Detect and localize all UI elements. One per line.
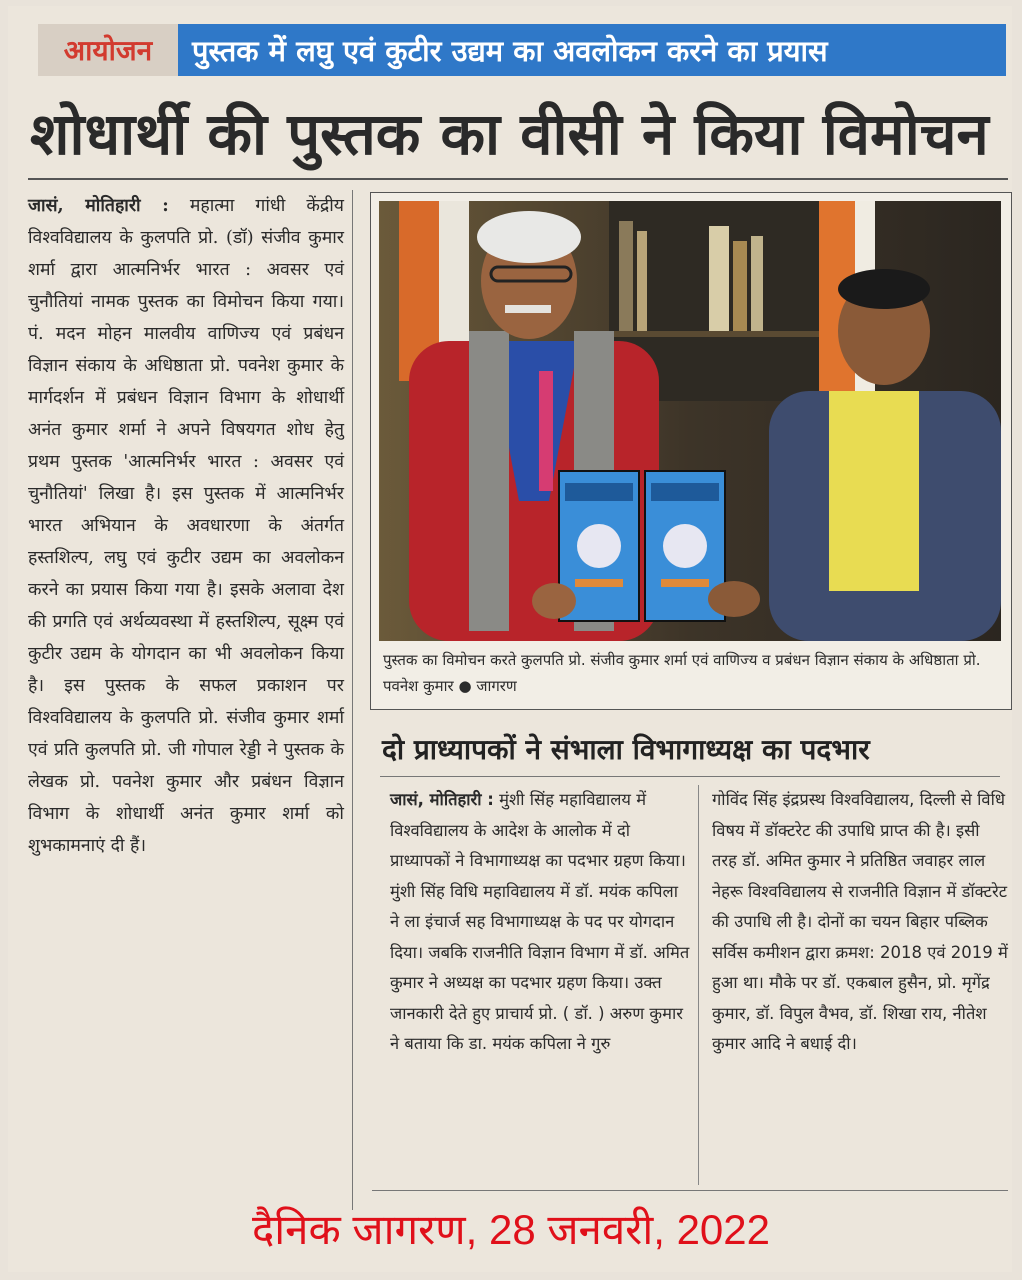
bottom-divider — [372, 1190, 1008, 1191]
second-article-column-1 — [390, 785, 690, 1060]
book-release-photo — [379, 201, 1001, 641]
photo-caption — [383, 647, 999, 699]
second-article-col1-text: मुंशी सिंह महाविद्यालय में विश्वविद्यालय के आदेश के आलोक में दो प्राध्यापकों ने विभागाध्यक्ष का पदभार ग्रहण किया। मुंशी सिंह विधि महाविद्यालय में डॉ. मयंक कपिला ने ला इंचार्ज सह विभागाध्यक्ष के पद पर योगदान दिया। जबकि राजनीति विज्ञान विभाग में डॉ. अमित कुमार ने अध्यक्ष का पदभार ग्रहण किया। उक्त जानकारी देते हुए प्राचार्य प्रो. ( डॉ. ) अरुण कुमार ने बताया कि डा. मयंक कपिला ने गुरु — [390, 790, 690, 1053]
column-divider — [352, 190, 353, 1210]
caption-bullet-icon: ● — [458, 677, 477, 695]
kicker-bar — [38, 24, 1006, 76]
main-headline: शोधार्थी की पुस्तक का वीसी ने किया विमोचन — [30, 100, 989, 168]
second-article-column-divider — [698, 785, 699, 1185]
main-article-body: महात्मा गांधी केंद्रीय विश्वविद्यालय के कुलपति प्रो. (डॉ) संजीव कुमार शर्मा द्वारा आत्मनिर्भर भारत : अवसर एवं चुनौतियां नामक पुस्तक का विमोचन किया गया। पं. मदन मोहन मालवीय वाणिज्य एवं प्रबंधन विज्ञान संकाय के अधिष्ठाता प्रो. पवनेश कुमार के मार्गदर्शन में प्रबंधन विज्ञान विभाग के शोधार्थी अनंत कुमार शर्मा ने अपने विषयगत शोध हेतु प्रथम पुस्तक 'आत्मनिर्भर भारत : अवसर एवं चुनौतियां' लिखा है। इस पुस्तक में आत्मनिर्भर भारत अभियान के अवधारणा के अंतर्गत हस्तशिल्प, लघु एवं कुटीर उद्यम का अवलोकन करने का प्रयास किया गया है। इसके अलावा देश की प्रगति एवं अर्थव्यवस्था में हस्तशिल्प, सूक्ष्म एवं कुटीर उद्यम के योगदान का भी अवलोकन किया है। इस पुस्तक के सफल प्रकाशन पर विश्वविद्यालय के कुलपति प्रो. संजीव कुमार शर्मा एवं प्रति कुलपति प्रो. जी गोपाल रेड्डी ने पुस्तक के लेखक प्रो. पवनेश कुमार और प्रबंधन विज्ञान विभाग के शोधार्थी अनंत कुमार शर्मा को शुभकामनाएं दी हैं। — [28, 196, 344, 856]
main-article — [28, 190, 344, 862]
second-article-headline: दो प्राध्यापकों ने संभाला विभागाध्यक्ष का पदभार — [382, 733, 870, 766]
subhead-divider — [380, 776, 1000, 777]
photo-caption-text: पुस्तक का विमोचन करते कुलपति प्रो. संजीव कुमार शर्मा एवं वाणिज्य व प्रबंधन विज्ञान संकाय के अधिष्ठाता प्रो. पवनेश कुमार — [383, 651, 981, 695]
kicker-text: पुस्तक में लघु एवं कुटीर उद्यम का अवलोकन करने का प्रयास — [178, 24, 1006, 76]
book-release-image — [379, 201, 1001, 641]
second-article-dateline: जासं, मोतिहारी : — [390, 790, 494, 809]
headline-divider — [28, 178, 1008, 180]
kicker-tag: आयोजन — [38, 24, 178, 76]
main-article-dateline: जासं, मोतिहारी : — [28, 195, 169, 216]
photo-frame — [370, 192, 1012, 710]
source-footer: दैनिक जागरण, 28 जनवरी, 2022 — [251, 1206, 771, 1253]
photo-credit: जागरण — [476, 677, 517, 695]
second-article-column-2: गोविंद सिंह इंद्रप्रस्थ विश्वविद्यालय, दिल्ली से विधि विषय में डॉक्टरेट की उपाधि प्राप्त की है। इसी तरह डॉ. अमित कुमार ने प्रतिष्ठित जवाहर लाल नेहरू विश्वविद्यालय से राजनीति विज्ञान में डॉक्टरेट की उपाधि ली है। दोनों का चयन बिहार पब्लिक सर्विस कमीशन द्वारा क्रमश: 2018 एवं 2019 में हुआ था। मौके पर डॉ. एकबाल हुसैन, प्रो. मृगेंद्र कुमार, डॉ. विपुल वैभव, डॉ. शिखा राय, नीतेश कुमार आदि ने बधाई दी। — [712, 790, 1008, 1053]
